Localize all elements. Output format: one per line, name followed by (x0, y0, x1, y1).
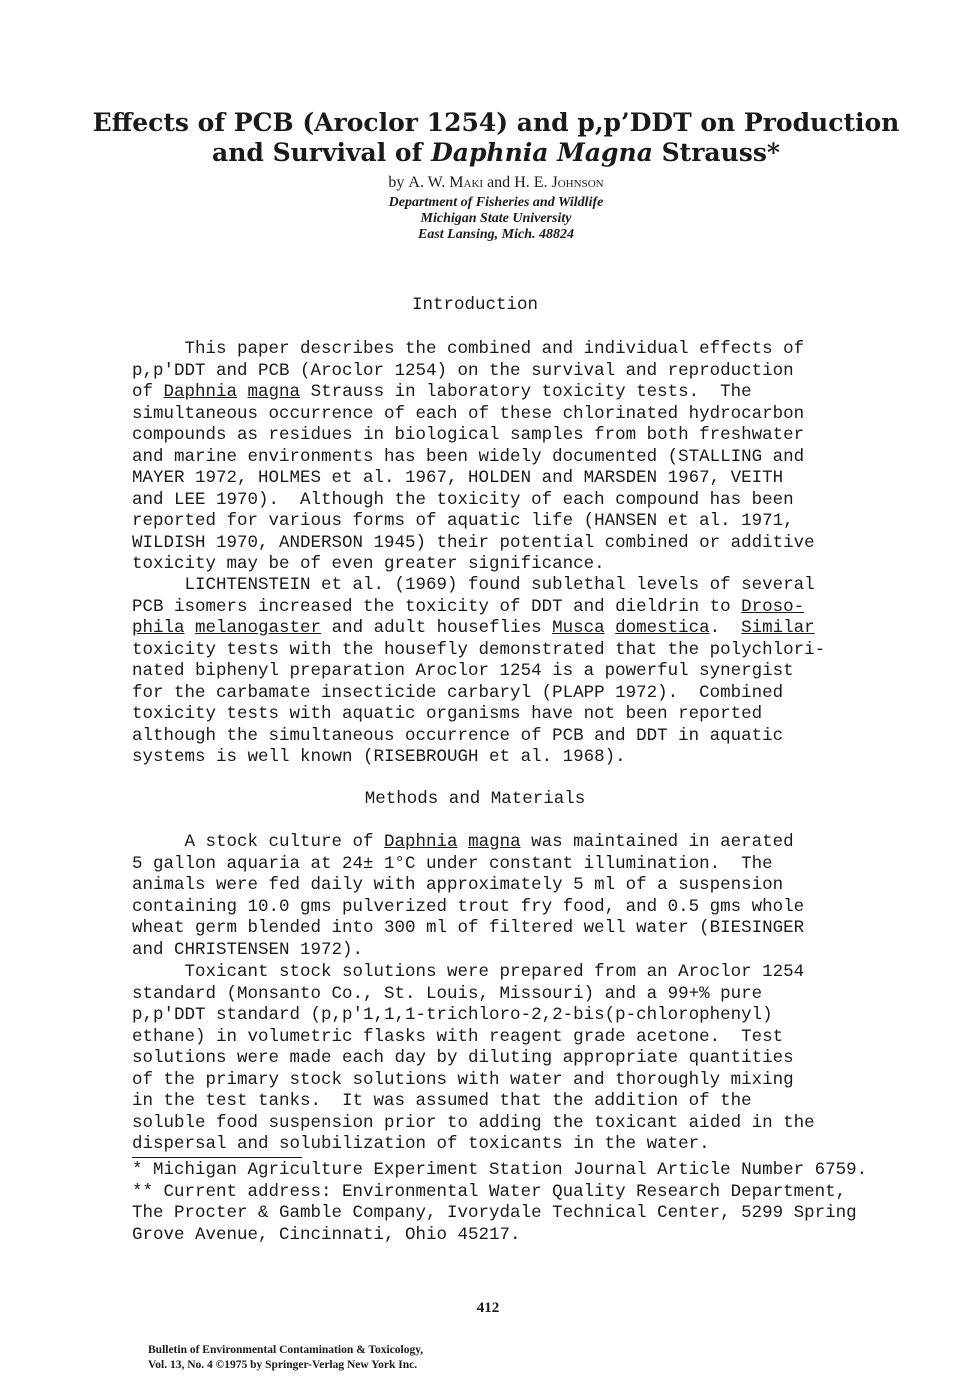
title-species: Daphnia Magna (431, 138, 653, 167)
genus-daphnia: Daphnia (163, 382, 238, 402)
text-line: of the primary stock solutions with water and thoroughly mixing (132, 1069, 794, 1090)
text-line (132, 382, 852, 404)
affiliation-department: Department of Fisheries and Wildlife (388, 195, 604, 210)
text-line: animals were fed daily with approximately 5 ml of a suspension (132, 875, 784, 895)
text-line: containing 10.0 gms pulverized trout fry food, and 0.5 gms whole (132, 896, 805, 917)
text-line: toxicity tests with the housefly demonstrated that the polychlori- (132, 639, 826, 660)
text-line: This paper describes the combined and individual effects of (132, 339, 805, 359)
title-text: Strauss* (652, 138, 780, 167)
text-span: Similar (741, 618, 815, 638)
introduction-paragraph-2 (132, 575, 852, 769)
text-span: Strauss in laboratory toxicity tests. The (300, 382, 752, 402)
text-span: PCB isomers increased the toxicity of DDT and dieldrin to (132, 596, 742, 617)
journal-citation-line-2: Vol. 13, No. 4 ©1975 by Springer-Verlag New York Inc. (148, 1359, 418, 1371)
footnote-2-cont: Grove Avenue, Cincinnati, Ohio 45217. (132, 1224, 521, 1245)
genus-daphnia: Daphnia (384, 832, 458, 852)
footnote-2: ** Current address: Environmental Water Quality Research Department, (132, 1181, 847, 1202)
text-line: systems is well known (RISEBROUGH et al. 1968). (132, 747, 626, 767)
species-magna: magna (247, 382, 301, 402)
text-span: of (132, 382, 164, 402)
affiliation-university: Michigan State University (420, 211, 572, 226)
text-line: LICHTENSTEIN et al. (1969) found sublethal levels of several (132, 575, 815, 595)
text-line: dispersal and solubilization of toxicants in the water. (132, 1134, 710, 1154)
author-johnson: H. E. Johnson (514, 174, 604, 191)
text-line: WILDISH 1970, ANDERSON 1945) their potential combined or additive (132, 532, 815, 553)
genus-drosophila: Droso- (741, 596, 805, 617)
text-line: in the test tanks. It was assumed that the addition of the (132, 1091, 752, 1111)
species-magna: magna (468, 832, 521, 852)
text-line (132, 597, 852, 619)
byline-and: and (483, 174, 515, 191)
species-melanogaster: melanogaster (195, 618, 322, 638)
methods-paragraph-1 (132, 832, 852, 961)
text-line: and marine environments has been widely documented (STALLING and (132, 446, 805, 467)
text-line: solutions were made each day by diluting appropriate quantities (132, 1048, 794, 1068)
text-line: reported for various forms of aquatic life (HANSEN et al. 1971, (132, 511, 794, 531)
footnote-1: * Michigan Agriculture Experiment Station Journal Article Number 6759. (132, 1160, 868, 1180)
paper-title-line-2 (8, 138, 976, 168)
text-line: toxicity may be of even greater significance. (132, 554, 605, 574)
section-heading-methods: Methods and Materials (364, 789, 586, 809)
text-span (458, 832, 469, 852)
text-line: although the simultaneous occurrence of PCB and DDT in aquatic (132, 725, 784, 746)
text-span: . (709, 618, 742, 638)
text-line: compounds as residues in biological samples from both freshwater (132, 425, 805, 445)
methods-paragraph-2 (132, 962, 852, 1156)
text-line: nated biphenyl preparation Aroclor 1254 is a powerful synergist (132, 661, 794, 681)
text-line: simultaneous occurrence of each of these chlorinated hydrocarbon (132, 403, 805, 424)
text-span (605, 618, 616, 638)
text-line: for the carbamate insecticide carbaryl (PLAPP 1972). Combined (132, 682, 784, 703)
text-line: p,p'DDT standard (p,p'1,1,1-trichloro-2,2-bis(p-chlorophenyl) (132, 1005, 773, 1025)
text-span: A stock culture of (132, 832, 385, 852)
page-number: 412 (476, 1300, 500, 1316)
text-line (132, 618, 852, 640)
text-line (132, 832, 852, 854)
paper-title-line-1: Effects of PCB (Aroclor 1254) and p,p’DDT on Production (92, 108, 900, 137)
text-line: 5 gallon aquaria at 24± 1°C under constant illumination. The (132, 853, 773, 874)
text-line: and LEE 1970). Although the toxicity of each compound has been (132, 489, 794, 510)
text-line: Toxicant stock solutions were prepared from an Aroclor 1254 (132, 962, 805, 982)
footnotes (132, 1160, 892, 1246)
text-line: and CHRISTENSEN 1972). (132, 939, 364, 960)
section-heading-introduction: Introduction (411, 295, 539, 315)
text-span: and adult houseflies (321, 618, 553, 638)
footnote-divider (132, 1157, 302, 1158)
introduction-paragraph-1 (132, 339, 852, 576)
text-span: was maintained in aerated (520, 832, 794, 852)
species-domestica: domestica (615, 618, 710, 638)
text-line: wheat germ blended into 300 ml of filtered well water (BIESINGER (132, 918, 805, 938)
journal-citation-line-1: Bulletin of Environmental Contamination & Toxicology, (148, 1344, 424, 1356)
text-line: soluble food suspension prior to adding the toxicant aided in the (132, 1112, 815, 1133)
title-text: and Survival of (212, 138, 432, 167)
text-line: standard (Monsanto Co., St. Louis, Missouri) and a 99+% pure (132, 983, 763, 1004)
text-line: ethane) in volumetric flasks with reagent grade acetone. Test (132, 1026, 784, 1047)
text-line: toxicity tests with aquatic organisms have not been reported (132, 704, 763, 724)
affiliation-city: East Lansing, Mich. 48824 (418, 227, 574, 242)
byline (8, 172, 976, 194)
text-line: MAYER 1972, HOLMES et al. 1967, HOLDEN and MARSDEN 1967, VEITH (132, 468, 784, 488)
author-maki: A. W. Maki (408, 174, 484, 191)
text-span (237, 382, 248, 402)
text-span (185, 618, 196, 638)
footnote-2-cont: The Procter & Gamble Company, Ivorydale Technical Center, 5299 Spring (132, 1203, 857, 1223)
genus-drosophila: phila (132, 618, 185, 638)
byline-by: by (388, 174, 409, 191)
text-line: p,p'DDT and PCB (Aroclor 1254) on the survival and reproduction (132, 360, 794, 381)
genus-musca: Musca (552, 618, 605, 638)
